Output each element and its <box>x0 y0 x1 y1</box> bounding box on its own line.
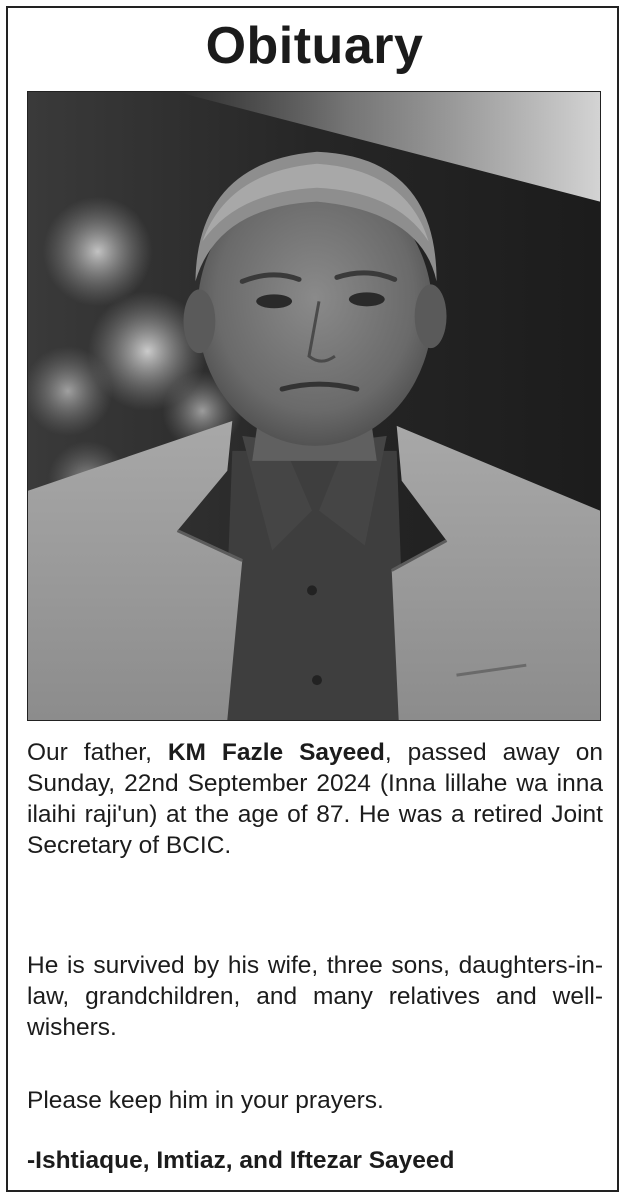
prayer-request: Please keep him in your prayers. <box>27 1087 384 1114</box>
announcement-details: , passed away on Sunday, 22nd September 2024 (Inna lillahe wa inna ilaihi raji'un) at the age of 87. He was a retired Joint Secretary of BCIC. <box>27 739 603 859</box>
page-title: Obituary <box>205 17 424 75</box>
obituary-announcement <box>27 737 603 861</box>
portrait-photo <box>27 91 601 721</box>
signature: -Ishtiaque, Imtiaz, and Iftezar Sayeed <box>27 1147 455 1174</box>
survivors-paragraph: He is survived by his wife, three sons, daughters-in-law, grandchildren, and many relatives and well-wishers. <box>27 952 603 1041</box>
announcement-lead: Our father, <box>27 739 168 766</box>
portrait-illustration <box>28 92 600 720</box>
deceased-name: KM Fazle Sayeed <box>167 739 385 766</box>
